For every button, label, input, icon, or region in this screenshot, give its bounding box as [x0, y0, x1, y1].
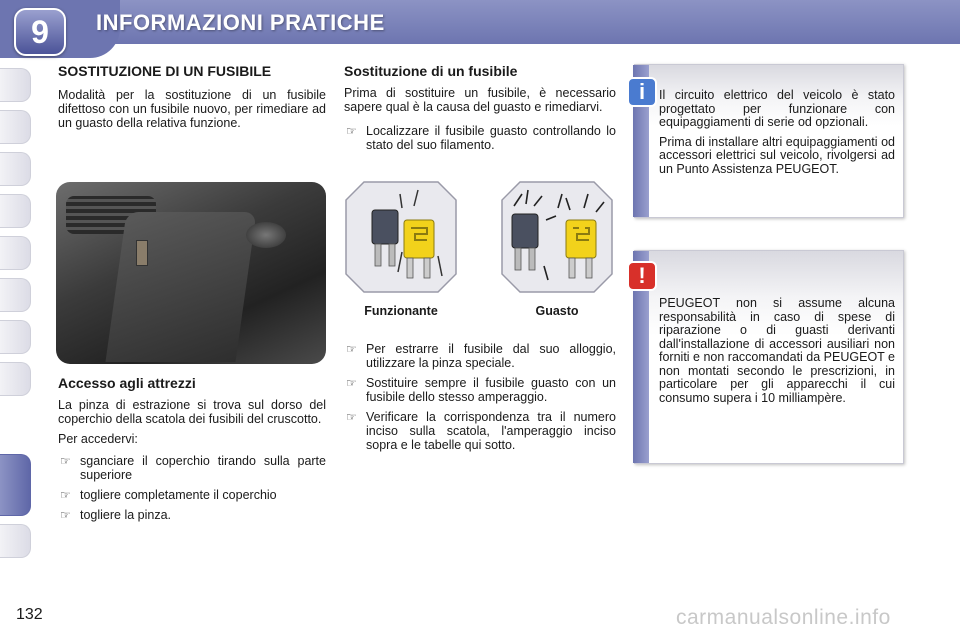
pointing-hand-icon: ☞ — [346, 410, 357, 424]
pointing-hand-icon: ☞ — [346, 124, 357, 138]
page-number: 132 — [16, 606, 43, 623]
info-box — [634, 64, 904, 218]
fuse-ok-caption: Funzionante — [364, 304, 438, 318]
replace-heading: Sostituzione di un fusibile — [344, 63, 518, 79]
chapter-tab-marker[interactable] — [0, 524, 31, 558]
chapter-tabs-rail — [0, 58, 34, 578]
chapter-tab-marker[interactable] — [0, 320, 31, 354]
pointing-hand-icon: ☞ — [60, 454, 71, 468]
dashboard-fuse-cover-photo — [56, 182, 326, 364]
chapter-tab-marker[interactable] — [0, 110, 31, 144]
section-intro: Modalità per la sostituzione di un fusibile difettoso con un fusibile nuovo, per rimediare ad un guasto della relativa funzione. — [58, 88, 326, 130]
fuse-blown-icon — [500, 180, 614, 294]
fuse-ok-illustration — [344, 180, 458, 294]
replace-step: ☞ Sostituire sempre il fusibile guasto con un fusibile dello stesso amperaggio. — [346, 376, 616, 404]
warning-text — [659, 297, 895, 411]
warning-paragraph: PEUGEOT non si assume alcuna responsabilità in caso di spese di riparazione o di guasti derivanti dall'installazione di accessori ausiliari non forniti e non raccomandati da PEUGEOT e non montati secondo le prescrizioni, in particolare per gli apparecchi il cui consumo supera i 10 milliampère. — [659, 296, 895, 405]
middle-column — [344, 64, 616, 158]
chapter-tab-marker[interactable] — [0, 68, 31, 102]
chapter-tab-marker[interactable] — [0, 362, 31, 396]
replace-steps — [344, 342, 616, 458]
section-heading: SOSTITUZIONE DI UN FUSIBILE — [58, 63, 272, 79]
cover-latch — [136, 240, 148, 266]
chapter-tab-marker[interactable] — [0, 236, 31, 270]
pointing-hand-icon: ☞ — [346, 376, 357, 390]
info-icon: i — [627, 77, 657, 107]
tools-heading: Accesso agli attrezzi — [58, 375, 196, 391]
chapter-title: INFORMAZIONI PRATICHE — [96, 10, 385, 35]
info-paragraph: Il circuito elettrico del veicolo è stato progettato per funzionare con equipaggiamenti di serie od opzionali. — [659, 88, 895, 129]
pointing-hand-icon: ☞ — [346, 342, 357, 356]
replace-step: ☞ Per estrarre il fusibile dal suo alloggio, utilizzare la pinza speciale. — [346, 342, 616, 370]
fuse-box-cover — [105, 212, 256, 362]
replace-step: ☞ Verificare la corrispondenza tra il numero inciso sulla scatola, l'amperaggio inciso sopra e le tabelle qui sotto. — [346, 410, 616, 452]
warning-icon: ! — [627, 261, 657, 291]
fuse-blown-caption: Guasto — [535, 304, 579, 318]
info-text — [659, 89, 895, 182]
chapter-tab-active[interactable] — [0, 454, 31, 516]
chapter-number: 9 — [14, 8, 66, 56]
control-knob — [246, 222, 286, 248]
pointing-hand-icon: ☞ — [60, 488, 71, 502]
access-step: ☞ togliere completamente il coperchio — [60, 488, 277, 502]
watermark: carmanualsonline.info — [676, 606, 891, 629]
info-paragraph: Prima di installare altri equipaggiamenti od accessori elettrici sul veicolo, rivolgersi ad un Punto Assistenza PEUGEOT. — [659, 134, 895, 176]
tools-text: La pinza di estrazione si trova sul dorso del coperchio della scatola dei fusibili del cruscotto. — [58, 398, 326, 426]
access-intro: Per accedervi: — [58, 432, 138, 446]
pointing-hand-icon: ☞ — [60, 508, 71, 522]
replace-intro: Prima di sostituire un fusibile, è necessario sapere qual è la causa del guasto e rimediarvi. — [344, 86, 616, 114]
chapter-tab-marker[interactable] — [0, 194, 31, 228]
access-step: ☞ togliere la pinza. — [60, 508, 172, 522]
access-step: ☞ sganciare il coperchio tirando sulla parte superiore — [60, 454, 326, 482]
tools-section — [58, 376, 326, 528]
fuse-ok-icon — [344, 180, 458, 294]
replace-step: ☞ Localizzare il fusibile guasto controllando lo stato del suo filamento. — [346, 124, 616, 152]
chapter-tab-marker[interactable] — [0, 278, 31, 312]
warning-box — [634, 250, 904, 464]
fuse-blown-illustration — [500, 180, 614, 294]
chapter-tab-marker[interactable] — [0, 152, 31, 186]
left-column — [58, 64, 326, 136]
